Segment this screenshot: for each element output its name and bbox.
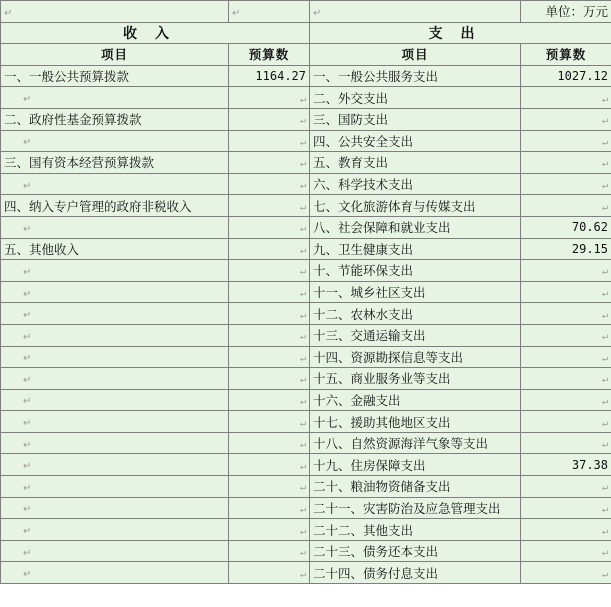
income-item-cell: [1, 260, 229, 282]
expense-value-cell: [521, 195, 611, 217]
expense-value-cell: [521, 130, 611, 152]
expense-item-cell: [310, 324, 521, 346]
paragraph-mark-icon: ↵: [299, 266, 306, 278]
paragraph-mark-icon: ↵: [601, 503, 608, 515]
table-row: [1, 281, 611, 303]
income-item-cell: [1, 476, 229, 498]
paragraph-mark-icon: ↵: [299, 244, 306, 256]
expense-item-cell: [310, 346, 521, 368]
expense-item-cell: [310, 368, 521, 390]
income-item-cell: [1, 87, 229, 109]
expense-item-cell: [310, 411, 521, 433]
income-item-header: 项目: [1, 44, 229, 66]
income-value-cell: [229, 108, 310, 130]
table-row: [1, 324, 611, 346]
expense-item-text: 二十三、债务还本支出: [313, 544, 439, 560]
paragraph-mark-icon: ↵: [299, 201, 306, 213]
expense-item-cell: [310, 87, 521, 109]
expense-value-cell: [521, 108, 611, 130]
paragraph-mark-icon: ↵: [601, 266, 608, 278]
table-row: [1, 195, 611, 217]
income-item-cell: [1, 281, 229, 303]
income-item-cell: [1, 497, 229, 519]
paragraph-mark-icon: ↵: [601, 93, 608, 105]
paragraph-mark-icon: ↵: [23, 374, 32, 386]
paragraph-mark-icon: ↵: [299, 93, 306, 105]
expense-item-cell: [310, 108, 521, 130]
expense-item-text: 一、一般公共服务支出: [313, 69, 439, 85]
paragraph-mark-icon: ↵: [601, 180, 608, 192]
paragraph-mark-icon: ↵: [601, 395, 608, 407]
paragraph-mark-icon: ↵: [299, 352, 306, 364]
income-budget-header: 预算数: [229, 44, 310, 66]
income-item-cell: [1, 389, 229, 411]
expense-item-text: 二、外交支出: [313, 90, 389, 106]
expense-value-text: 1027.12: [557, 69, 608, 84]
income-item-cell: [1, 346, 229, 368]
income-item-cell: [1, 65, 229, 87]
income-item-cell: [1, 108, 229, 130]
paragraph-mark-icon: ↵: [601, 568, 608, 580]
paragraph-mark-icon: ↵: [601, 547, 608, 559]
expense-value-cell: [521, 476, 611, 498]
table-row: [1, 389, 611, 411]
table-row: [1, 346, 611, 368]
paragraph-mark-icon: ↵: [601, 482, 608, 494]
income-value-cell: [229, 346, 310, 368]
paragraph-mark-icon: ↵: [23, 482, 32, 494]
paragraph-mark-icon: ↵: [299, 503, 306, 515]
paragraph-mark-icon: ↵: [299, 180, 306, 192]
expense-item-cell: [310, 432, 521, 454]
table-row: [1, 130, 611, 152]
table-row: [1, 368, 611, 390]
table-row: [1, 476, 611, 498]
paragraph-mark-icon: ↵: [601, 115, 608, 127]
income-value-cell: [229, 260, 310, 282]
expense-value-text: 37.38: [571, 457, 608, 472]
income-item-text: 二、政府性基金预算拨款: [4, 112, 142, 128]
income-value-cell: [229, 540, 310, 562]
section-row: [1, 22, 611, 44]
paragraph-mark-icon: ↵: [23, 94, 32, 106]
expense-item-cell: [310, 130, 521, 152]
paragraph-mark-icon: ↵: [313, 7, 322, 19]
expense-value-cell: [521, 562, 611, 584]
expense-item-text: 四、公共安全支出: [313, 133, 414, 149]
paragraph-mark-icon: ↵: [601, 525, 608, 537]
table-row: [1, 238, 611, 260]
expense-item-text: 二十四、债务付息支出: [313, 565, 439, 581]
unit-row-right-cell: [310, 1, 521, 23]
expense-item-cell: [310, 195, 521, 217]
paragraph-mark-icon: ↵: [601, 439, 608, 451]
expense-item-text: 十七、援助其他地区支出: [313, 414, 451, 430]
paragraph-mark-icon: ↵: [299, 460, 306, 472]
paragraph-mark-icon: ↵: [601, 331, 608, 343]
paragraph-mark-icon: ↵: [601, 374, 608, 386]
expense-value-cell: [521, 497, 611, 519]
income-value-cell: [229, 497, 310, 519]
paragraph-mark-icon: ↵: [601, 309, 608, 321]
expense-item-text: 二十二、其他支出: [313, 522, 414, 538]
table-row: [1, 303, 611, 325]
expense-item-cell: [310, 562, 521, 584]
expense-value-cell: [521, 173, 611, 195]
table-row: [1, 497, 611, 519]
paragraph-mark-icon: ↵: [299, 115, 306, 127]
paragraph-mark-icon: ↵: [23, 223, 32, 235]
expense-value-cell: [521, 519, 611, 541]
expense-value-cell: [521, 540, 611, 562]
paragraph-mark-icon: ↵: [23, 180, 32, 192]
expense-item-text: 二十一、灾害防治及应急管理支出: [313, 500, 501, 516]
paragraph-mark-icon: ↵: [601, 158, 608, 170]
paragraph-mark-icon: ↵: [23, 418, 32, 430]
income-value-cell: [229, 130, 310, 152]
income-item-cell: [1, 519, 229, 541]
income-value-cell: [229, 238, 310, 260]
expense-item-text: 六、科学技术支出: [313, 177, 414, 193]
paragraph-mark-icon: ↵: [299, 439, 306, 451]
unit-label: 单位：万元: [521, 1, 611, 23]
income-value-cell: [229, 281, 310, 303]
paragraph-mark-icon: ↵: [299, 482, 306, 494]
income-value-cell: [229, 173, 310, 195]
expense-item-text: 十二、农林水支出: [313, 306, 414, 322]
paragraph-mark-icon: ↵: [232, 7, 241, 19]
paragraph-mark-icon: ↵: [299, 374, 306, 386]
expense-item-cell: [310, 476, 521, 498]
expense-value-cell: [521, 346, 611, 368]
table-row: [1, 152, 611, 174]
paragraph-mark-icon: ↵: [23, 288, 32, 300]
expense-item-text: 三、国防支出: [313, 112, 389, 128]
paragraph-mark-icon: ↵: [23, 569, 32, 581]
expense-item-text: 十八、自然资源海洋气象等支出: [313, 436, 489, 452]
budget-table-body: [1, 1, 611, 584]
expense-item-header: 项目: [310, 44, 521, 66]
paragraph-mark-icon: ↵: [299, 136, 306, 148]
paragraph-mark-icon: ↵: [299, 331, 306, 343]
income-item-cell: [1, 562, 229, 584]
income-item-text: 一、一般公共预算拨款: [4, 69, 130, 85]
paragraph-mark-icon: ↵: [23, 310, 32, 322]
expense-item-text: 十三、交通运输支出: [313, 328, 426, 344]
expense-item-cell: [310, 303, 521, 325]
paragraph-mark-icon: ↵: [299, 309, 306, 321]
table-row: [1, 519, 611, 541]
paragraph-mark-icon: ↵: [299, 525, 306, 537]
expense-item-cell: [310, 519, 521, 541]
paragraph-mark-icon: ↵: [299, 223, 306, 235]
table-row: [1, 540, 611, 562]
section-expense-header: 支出: [310, 22, 611, 44]
paragraph-mark-icon: ↵: [4, 7, 13, 19]
expense-value-cell: [521, 454, 611, 476]
income-item-cell: [1, 411, 229, 433]
expense-budget-header: 预算数: [521, 44, 611, 66]
table-row: [1, 562, 611, 584]
income-value-cell: [229, 411, 310, 433]
paragraph-mark-icon: ↵: [299, 288, 306, 300]
expense-item-cell: [310, 454, 521, 476]
paragraph-mark-icon: ↵: [601, 288, 608, 300]
paragraph-mark-icon: ↵: [23, 504, 32, 516]
expense-item-cell: [310, 152, 521, 174]
income-item-cell: [1, 454, 229, 476]
paragraph-mark-icon: ↵: [299, 417, 306, 429]
income-value-cell: [229, 303, 310, 325]
section-income-header: 收入: [1, 22, 310, 44]
column-header-row: [1, 44, 611, 66]
income-item-cell: [1, 303, 229, 325]
income-item-cell: [1, 130, 229, 152]
income-value-cell: [229, 562, 310, 584]
expense-value-text: 70.62: [571, 220, 608, 235]
expense-item-cell: [310, 389, 521, 411]
expense-item-cell: [310, 540, 521, 562]
income-value-text: 1164.27: [255, 69, 306, 84]
paragraph-mark-icon: ↵: [23, 353, 32, 365]
expense-item-text: 十四、资源勘探信息等支出: [313, 349, 464, 365]
income-value-cell: [229, 87, 310, 109]
expense-item-text: 十五、商业服务业等支出: [313, 371, 451, 387]
expense-item-cell: [310, 497, 521, 519]
expense-item-text: 九、卫生健康支出: [313, 241, 414, 257]
expense-item-cell: [310, 216, 521, 238]
paragraph-mark-icon: ↵: [299, 547, 306, 559]
paragraph-mark-icon: ↵: [23, 396, 32, 408]
expense-value-cell: [521, 303, 611, 325]
paragraph-mark-icon: ↵: [601, 352, 608, 364]
table-row: [1, 260, 611, 282]
paragraph-mark-icon: ↵: [23, 547, 32, 559]
income-item-text: 三、国有资本经营预算拨款: [4, 155, 155, 171]
expense-item-text: 二十、粮油物资储备支出: [313, 479, 451, 495]
income-value-cell: [229, 65, 310, 87]
expense-value-cell: [521, 65, 611, 87]
unit-row: [1, 1, 611, 23]
table-row: [1, 108, 611, 130]
expense-item-cell: [310, 281, 521, 303]
expense-value-cell: [521, 152, 611, 174]
unit-row-left-cell: [1, 1, 229, 23]
income-value-cell: [229, 389, 310, 411]
expense-item-text: 十、节能环保支出: [313, 263, 414, 279]
expense-item-cell: [310, 65, 521, 87]
paragraph-mark-icon: ↵: [601, 136, 608, 148]
expense-value-text: 29.15: [571, 241, 608, 256]
expense-value-cell: [521, 411, 611, 433]
paragraph-mark-icon: ↵: [299, 395, 306, 407]
paragraph-mark-icon: ↵: [299, 158, 306, 170]
paragraph-mark-icon: ↵: [23, 461, 32, 473]
paragraph-mark-icon: ↵: [601, 201, 608, 213]
income-value-cell: [229, 195, 310, 217]
income-item-cell: [1, 216, 229, 238]
income-value-cell: [229, 152, 310, 174]
expense-item-text: 十六、金融支出: [313, 392, 401, 408]
expense-item-text: 十一、城乡社区支出: [313, 285, 426, 301]
income-value-cell: [229, 454, 310, 476]
expense-item-text: 五、教育支出: [313, 155, 389, 171]
table-row: [1, 65, 611, 87]
expense-item-cell: [310, 173, 521, 195]
income-item-cell: [1, 238, 229, 260]
expense-value-cell: [521, 368, 611, 390]
paragraph-mark-icon: ↵: [23, 137, 32, 149]
table-row: [1, 173, 611, 195]
income-value-cell: [229, 216, 310, 238]
expense-item-text: 八、社会保障和就业支出: [313, 220, 451, 236]
income-item-cell: [1, 540, 229, 562]
income-value-cell: [229, 324, 310, 346]
income-item-cell: [1, 195, 229, 217]
expense-value-cell: [521, 281, 611, 303]
paragraph-mark-icon: ↵: [23, 526, 32, 538]
table-row: [1, 87, 611, 109]
table-row: [1, 216, 611, 238]
income-item-text: 五、其他收入: [4, 241, 80, 257]
expense-item-text: 七、文化旅游体育与传媒支出: [313, 198, 476, 214]
income-item-cell: [1, 432, 229, 454]
income-value-cell: [229, 432, 310, 454]
income-value-cell: [229, 368, 310, 390]
expense-value-cell: [521, 87, 611, 109]
income-value-cell: [229, 519, 310, 541]
expense-item-cell: [310, 260, 521, 282]
expense-value-cell: [521, 324, 611, 346]
income-item-cell: [1, 152, 229, 174]
expense-value-cell: [521, 432, 611, 454]
income-item-cell: [1, 368, 229, 390]
expense-item-cell: [310, 238, 521, 260]
expense-value-cell: [521, 389, 611, 411]
paragraph-mark-icon: ↵: [23, 331, 32, 343]
expense-value-cell: [521, 216, 611, 238]
paragraph-mark-icon: ↵: [601, 417, 608, 429]
expense-value-cell: [521, 238, 611, 260]
income-item-cell: [1, 173, 229, 195]
table-row: [1, 454, 611, 476]
expense-item-text: 十九、住房保障支出: [313, 457, 426, 473]
paragraph-mark-icon: ↵: [23, 439, 32, 451]
income-item-text: 四、纳入专户管理的政府非税收入: [4, 198, 192, 214]
table-row: [1, 432, 611, 454]
income-value-cell: [229, 476, 310, 498]
paragraph-mark-icon: ↵: [23, 266, 32, 278]
expense-value-cell: [521, 260, 611, 282]
table-row: [1, 411, 611, 433]
unit-row-mid-cell: [229, 1, 310, 23]
paragraph-mark-icon: ↵: [299, 568, 306, 580]
income-item-cell: [1, 324, 229, 346]
